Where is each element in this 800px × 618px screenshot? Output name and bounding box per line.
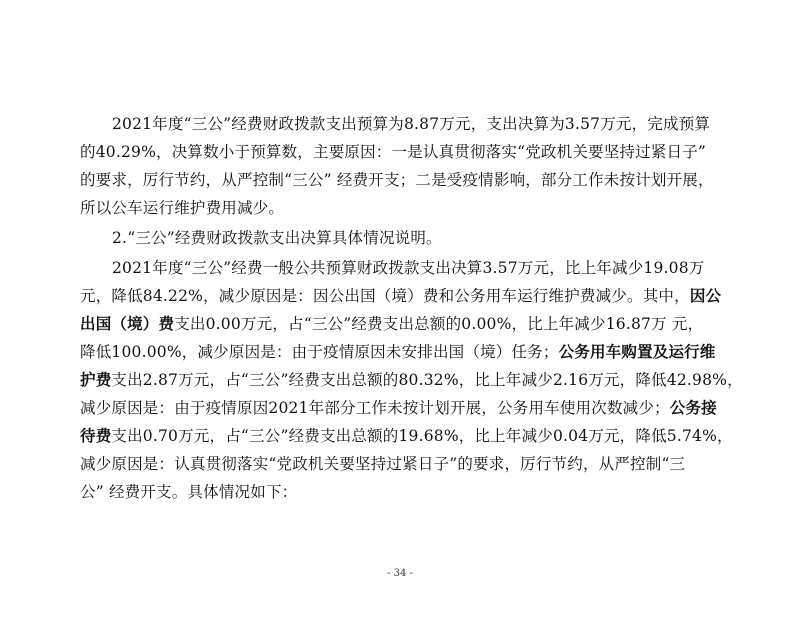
text-segment: 降低100.00%，减少原因是：由于疫情原因未安排出国（境）任务； [80,343,559,361]
text-segment: 支出2.87万元，占“三公”经费支出总额的80.32%，比上年减少2.16万元，降低42.98%， [111,371,743,389]
paragraph-2-line-8: 减少原因是：认真贯彻落实“党政机关要坚持过紧日子”的要求，厉行节约，从严控制“三 [80,455,686,473]
bold-term: 因公 [689,286,722,305]
paragraph-2-line-3 [80,310,703,338]
paragraph-2-line-2 [80,282,721,310]
paragraph-2-line-7 [80,422,733,450]
paragraph-2-line-6 [80,394,717,422]
bold-term: 护费 [80,370,112,389]
paragraph-2-line-9: 公” 经费开支。具体情况如下： [80,483,298,501]
bold-term: 待费 [80,426,112,445]
paragraph-2-line-1: 2021年度“三公”经费一般公共预算财政拨款支出决算3.57万元，比上年减少19.08万 [112,259,705,277]
paragraph-1-line-2: 的40.29%，决算数小于预算数，主要原因：一是认真贯彻落实“党政机关要坚持过紧日子” [80,143,707,161]
paragraph-1-line-3: 的要求，厉行节约，从严控制“三公” 经费开支；二是受疫情影响，部分工作未按计划开展， [80,171,714,189]
text-segment: 支出0.70万元，占“三公”经费支出总额的19.68%，比上年减少0.04万元，降低5.74%， [111,427,733,445]
text-segment: 支出0.00万元，占“三公”经费支出总额的0.00%，比上年减少16.87万 元， [174,315,704,333]
bold-term: 出国（境）费 [80,314,175,333]
paragraph-1-line-4: 所以公车运行维护费用减少。 [80,199,285,217]
bold-term: 公务接 [669,398,717,417]
page-number: - 34 - [387,568,413,579]
section-heading: 2.“三公”经费财政拨款支出决算具体情况说明。 [112,229,442,247]
paragraph-2-line-5 [80,366,743,394]
paragraph-1-line-1: 2021年度“三公”经费财政拨款支出预算为8.87万元，支出决算为3.57万元，完成预算 [112,115,711,133]
bold-term: 公务用车购置及运行维 [558,342,716,361]
text-segment: 减少原因是：由于疫情原因2021年部分工作未按计划开展，公务用车使用次数减少； [80,399,670,417]
text-segment: 元，降低84.22%，减少原因是：因公出国（境）费和公务用车运行维护费减少。其中， [80,287,690,305]
paragraph-2-line-4 [80,338,716,366]
